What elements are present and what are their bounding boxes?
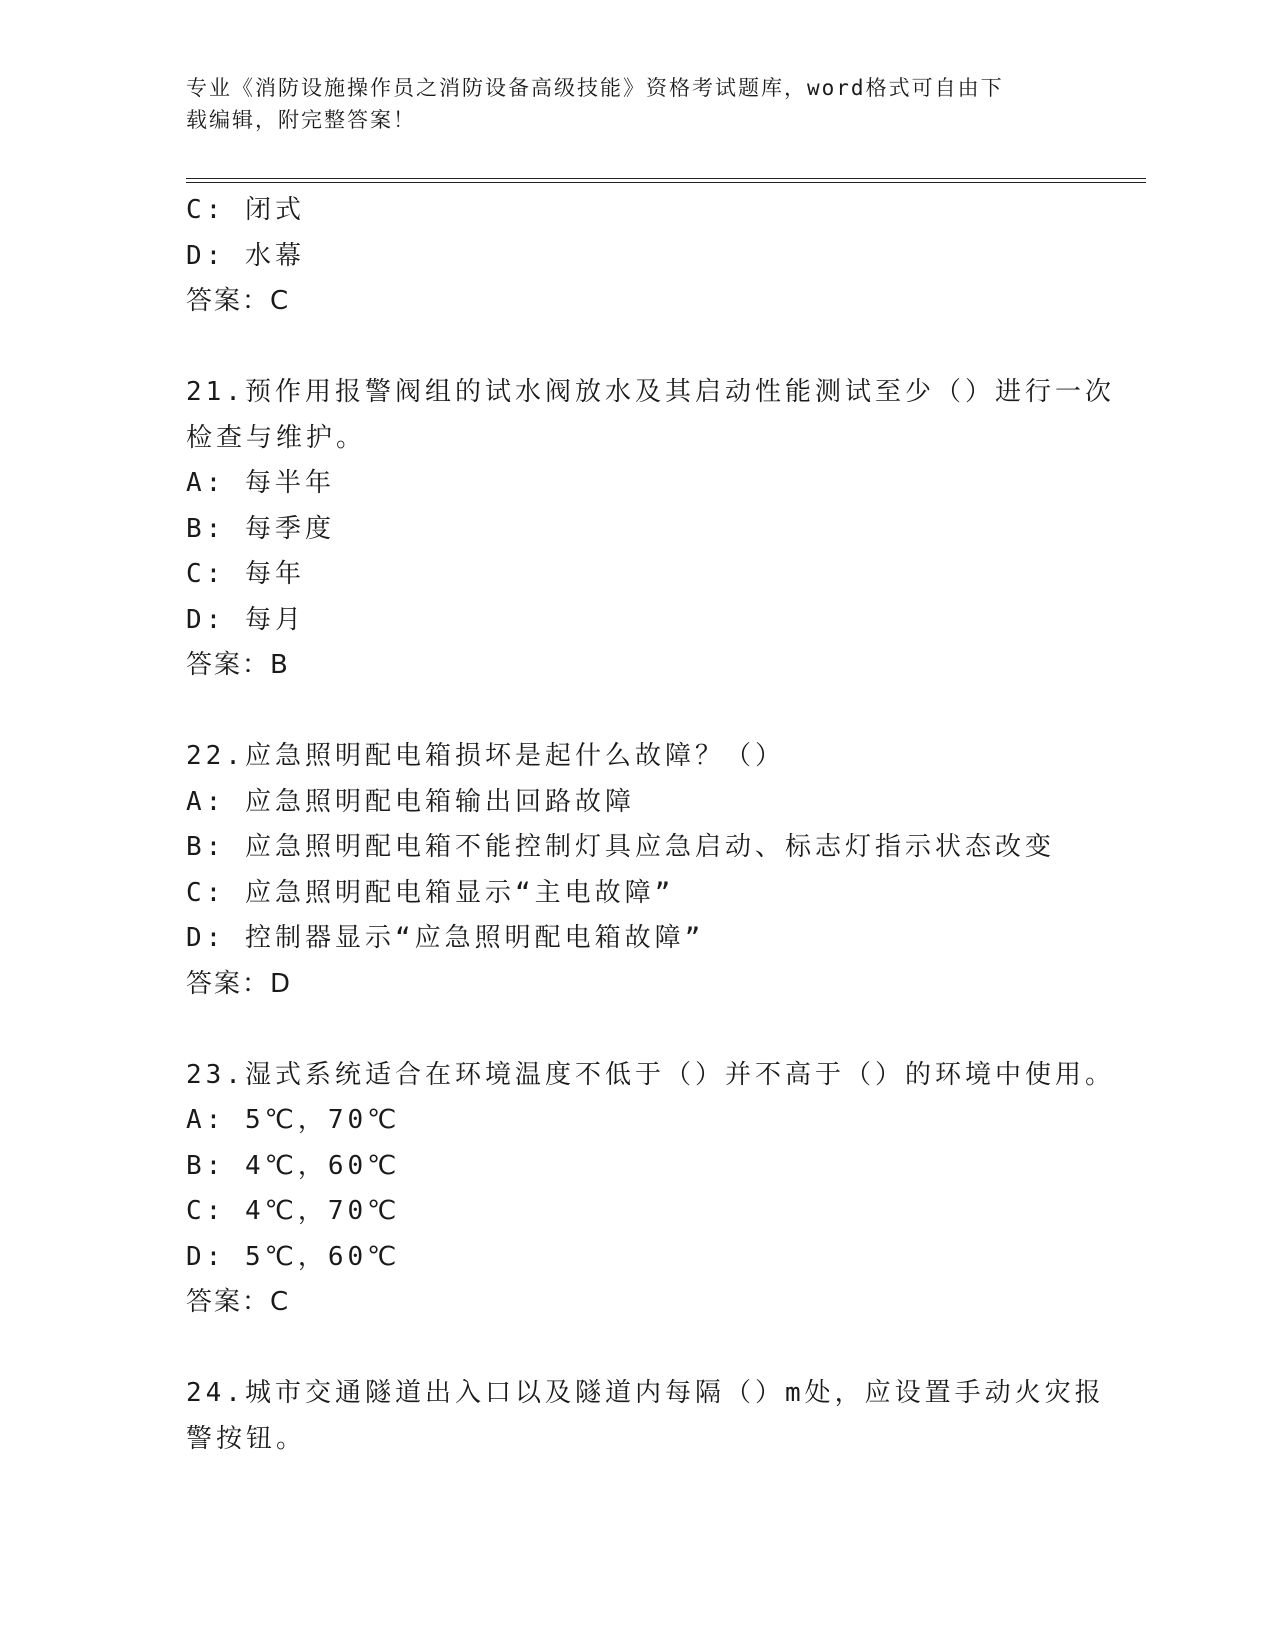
question-text-line-2: 检查与维护。: [186, 422, 367, 453]
question-block-20-tail: [186, 188, 1126, 325]
spacer: [186, 689, 1126, 735]
option-c: C: 每年: [186, 559, 305, 589]
document-header: [186, 72, 1086, 136]
option-a: A: 5℃，70℃: [186, 1105, 401, 1135]
option-a: A: 应急照明配电箱输出回路故障: [186, 786, 635, 817]
option-d: D: 水幕: [186, 240, 305, 271]
option-b: B: 每季度: [186, 513, 335, 544]
header-line-2: 载编辑，附完整答案！: [186, 108, 416, 132]
spacer: [186, 325, 1126, 371]
question-text-line-1: 22.应急照明配电箱损坏是起什么故障？（）: [186, 741, 785, 771]
option-b: B: 4℃，60℃: [186, 1150, 401, 1181]
question-text-line-1: 23.湿式系统适合在环境温度不低于（）并不高于（）的环境中使用。: [186, 1059, 1115, 1090]
question-block-21: [186, 370, 1126, 689]
answer-line: 答案：C: [186, 1287, 291, 1317]
option-d: D: 控制器显示“应急照明配电箱故障”: [186, 923, 705, 953]
answer-line: 答案：D: [186, 968, 293, 999]
header-rule-bottom: [186, 182, 1146, 183]
question-block-24: [186, 1371, 1126, 1462]
answer-line: 答案：B: [186, 650, 290, 680]
header-rule-top: [186, 178, 1146, 179]
option-b: B: 应急照明配电箱不能控制灯具应急启动、标志灯指示状态改变: [186, 832, 1055, 862]
option-c: C: 4℃，70℃: [186, 1196, 401, 1226]
answer-line: 答案：C: [186, 286, 291, 316]
option-c: C: 应急照明配电箱显示“主电故障”: [186, 877, 675, 908]
question-text-line-1: 24.城市交通隧道出入口以及隧道内每隔（）m处，应设置手动火灾报: [186, 1378, 1105, 1408]
question-text-line-1: 21.预作用报警阀组的试水阀放水及其启动性能测试至少（）进行一次: [186, 377, 1115, 407]
question-block-22: [186, 734, 1126, 1007]
spacer: [186, 1326, 1126, 1372]
option-a: A: 每半年: [186, 468, 335, 498]
option-d: D: 每月: [186, 604, 305, 635]
question-block-23: [186, 1053, 1126, 1326]
question-list: [186, 188, 1126, 1462]
option-d: D: 5℃，60℃: [186, 1241, 401, 1272]
spacer: [186, 1007, 1126, 1053]
question-text-line-2: 警按钮。: [186, 1423, 307, 1454]
header-line-1: 专业《消防设施操作员之消防设备高级技能》资格考试题库，word格式可自由下: [186, 76, 1004, 100]
option-c: C: 闭式: [186, 195, 305, 225]
